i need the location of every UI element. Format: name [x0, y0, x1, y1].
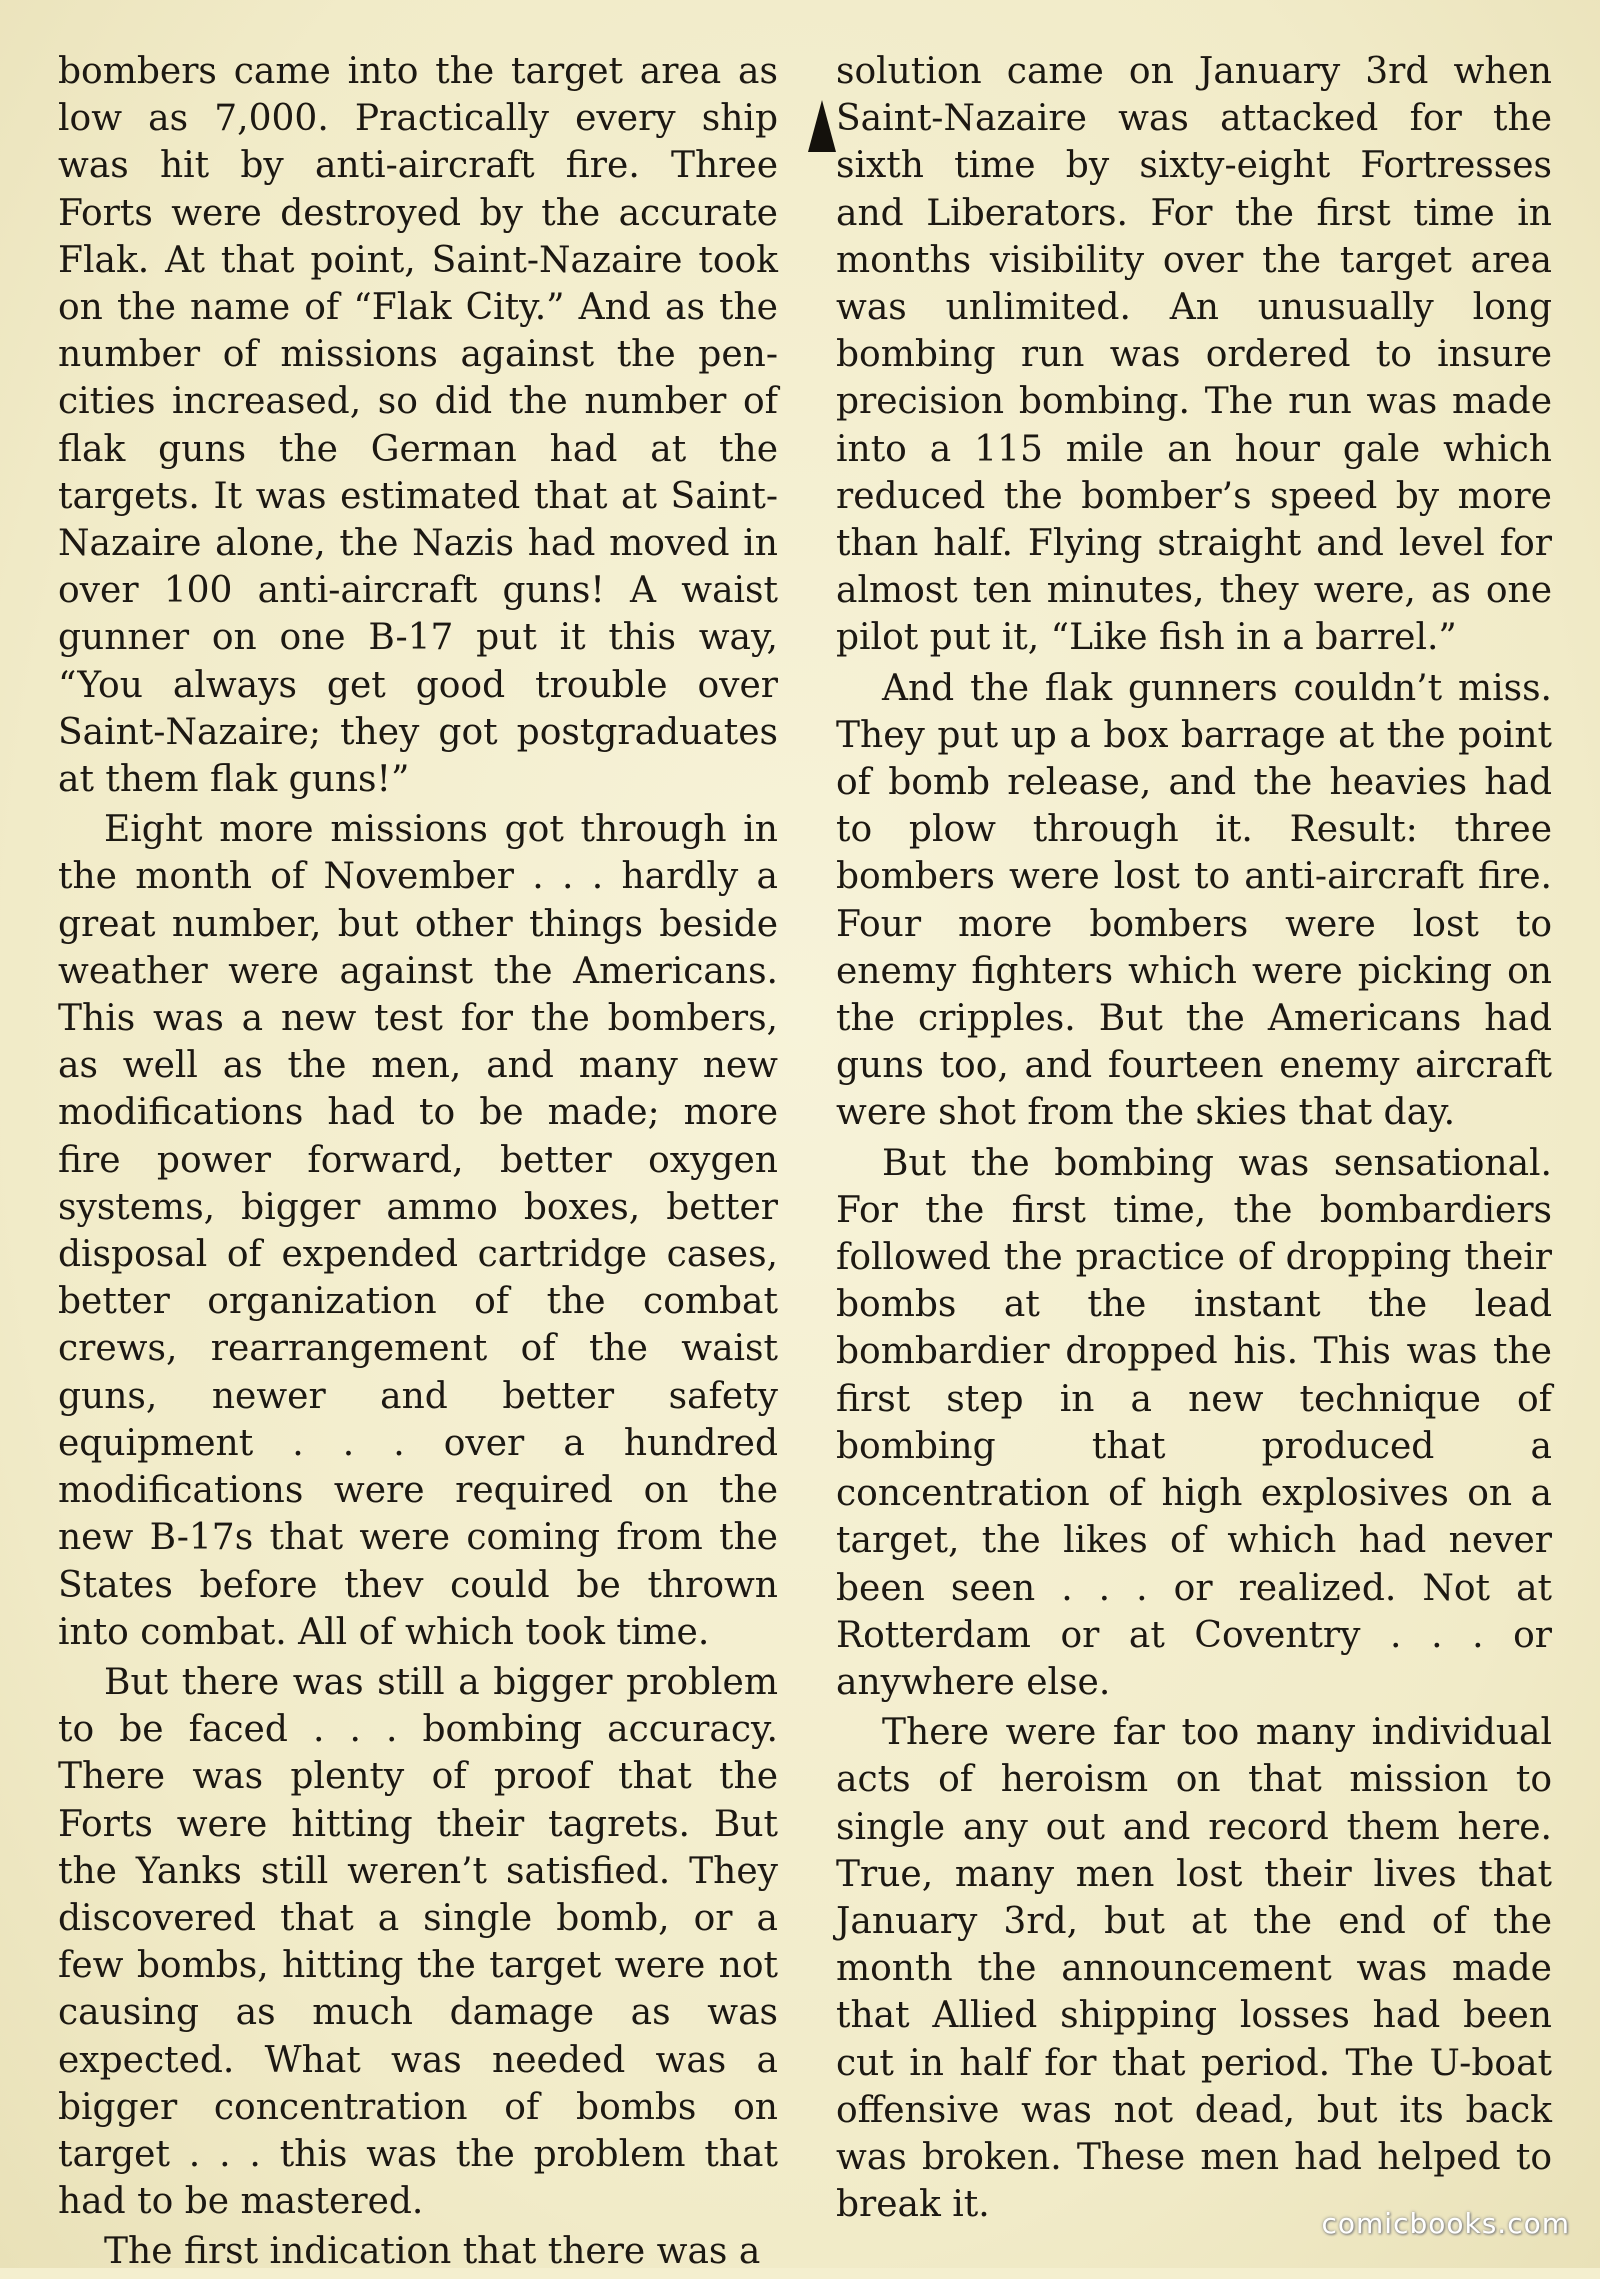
- paragraph: But the bombing was sensational. For the first time, the bombardiers followed the practice of dropping their bombs at the instant the lead bombardier dropped his. This was the first step in a new technique of bombing that produced a concentration of high explosives on a target, the likes of which had never been seen . . . or realized. Not at Rotterdam or at Coventry . . . or anywhere else.: [836, 1142, 1552, 1703]
- paragraph: solution came on January 3rd when Saint-Nazaire was attacked for the sixth time by sixty-eight Fortresses and Liberators. For the first time in months visibility over the target area was unlimited. An unusually long bombing run was ordered to insure precision bombing. The run was made into a 115 mile an hour gale which reduced the bomber’s speed by more than half. Flying straight and level for almost ten minutes, they were, as one pilot put it, “Like fish in a barrel.”: [836, 51, 1552, 659]
- paragraph: But there was still a bigger problem to be faced . . . bombing accuracy. There was plenty of proof that the Forts were hitting their tagrets. But the Yanks still weren’t satisfied. They discovered that a single bomb, or a few bombs, hitting the target were not causing as much damage as was expected. What was needed was a bigger concentration of bombs on target . . . this was the problem that had to be mastered.: [58, 1661, 778, 2223]
- paragraph: bombers came into the target area as low as 7,000. Practically every ship was hit by anti-aircraft fire. Three Forts were destroyed by the accurate Flak. At that point, Saint-Nazaire took on the name of “Flak City.” And as the number of missions against the pen-cities increased, so did the number of flak guns the German had at the targets. It was estimated that at Saint-Nazaire alone, the Nazis had moved in over 100 anti-aircraft guns! A waist gunner on one B-17 put it this way, “You always get good trouble over Saint-Nazaire; they got postgraduates at them flak guns!”: [58, 51, 778, 801]
- paragraph: The first indication that there was a: [104, 2231, 761, 2273]
- right-text-column: [836, 48, 1552, 2231]
- torn-corner-mark: [808, 100, 836, 152]
- watermark: comicbooks.com: [1321, 2207, 1570, 2240]
- paragraph: Eight more missions got through in the month of November . . . hardly a great number, but other things beside weather were against the Americans. This was a new test for the bombers, as well as the men, and many new modifications had to be made; more fire power forward, better oxygen systems, bigger ammo boxes, better disposal of expended cartridge cases, better organization of the combat crews, rearrangement of the waist guns, newer and better safety equipment . . . over a hundred modifications were required on the new B-17s that were coming from the States before thev could be thrown into combat. All of which took time.: [58, 809, 778, 1653]
- left-text-column: [58, 48, 778, 2279]
- paragraph: There were far too many individual acts of heroism on that mission to single any out and record them here. True, many men lost their lives that January 3rd, but at the end of the month the announcement was made that Allied shipping losses had been cut in half for that period. The U-boat offensive was not dead, but its back was broken. These men had helped to break it.: [836, 1712, 1552, 2226]
- paragraph: And the flak gunners couldn’t miss. They put up a box barrage at the point of bomb release, and the heavies had to plow through it. Result: three bombers were lost to anti-aircraft fire. Four more bombers were lost to enemy fighters which were picking on the cripples. But the Americans had guns too, and fourteen enemy aircraft were shot from the skies that day.: [836, 667, 1552, 1134]
